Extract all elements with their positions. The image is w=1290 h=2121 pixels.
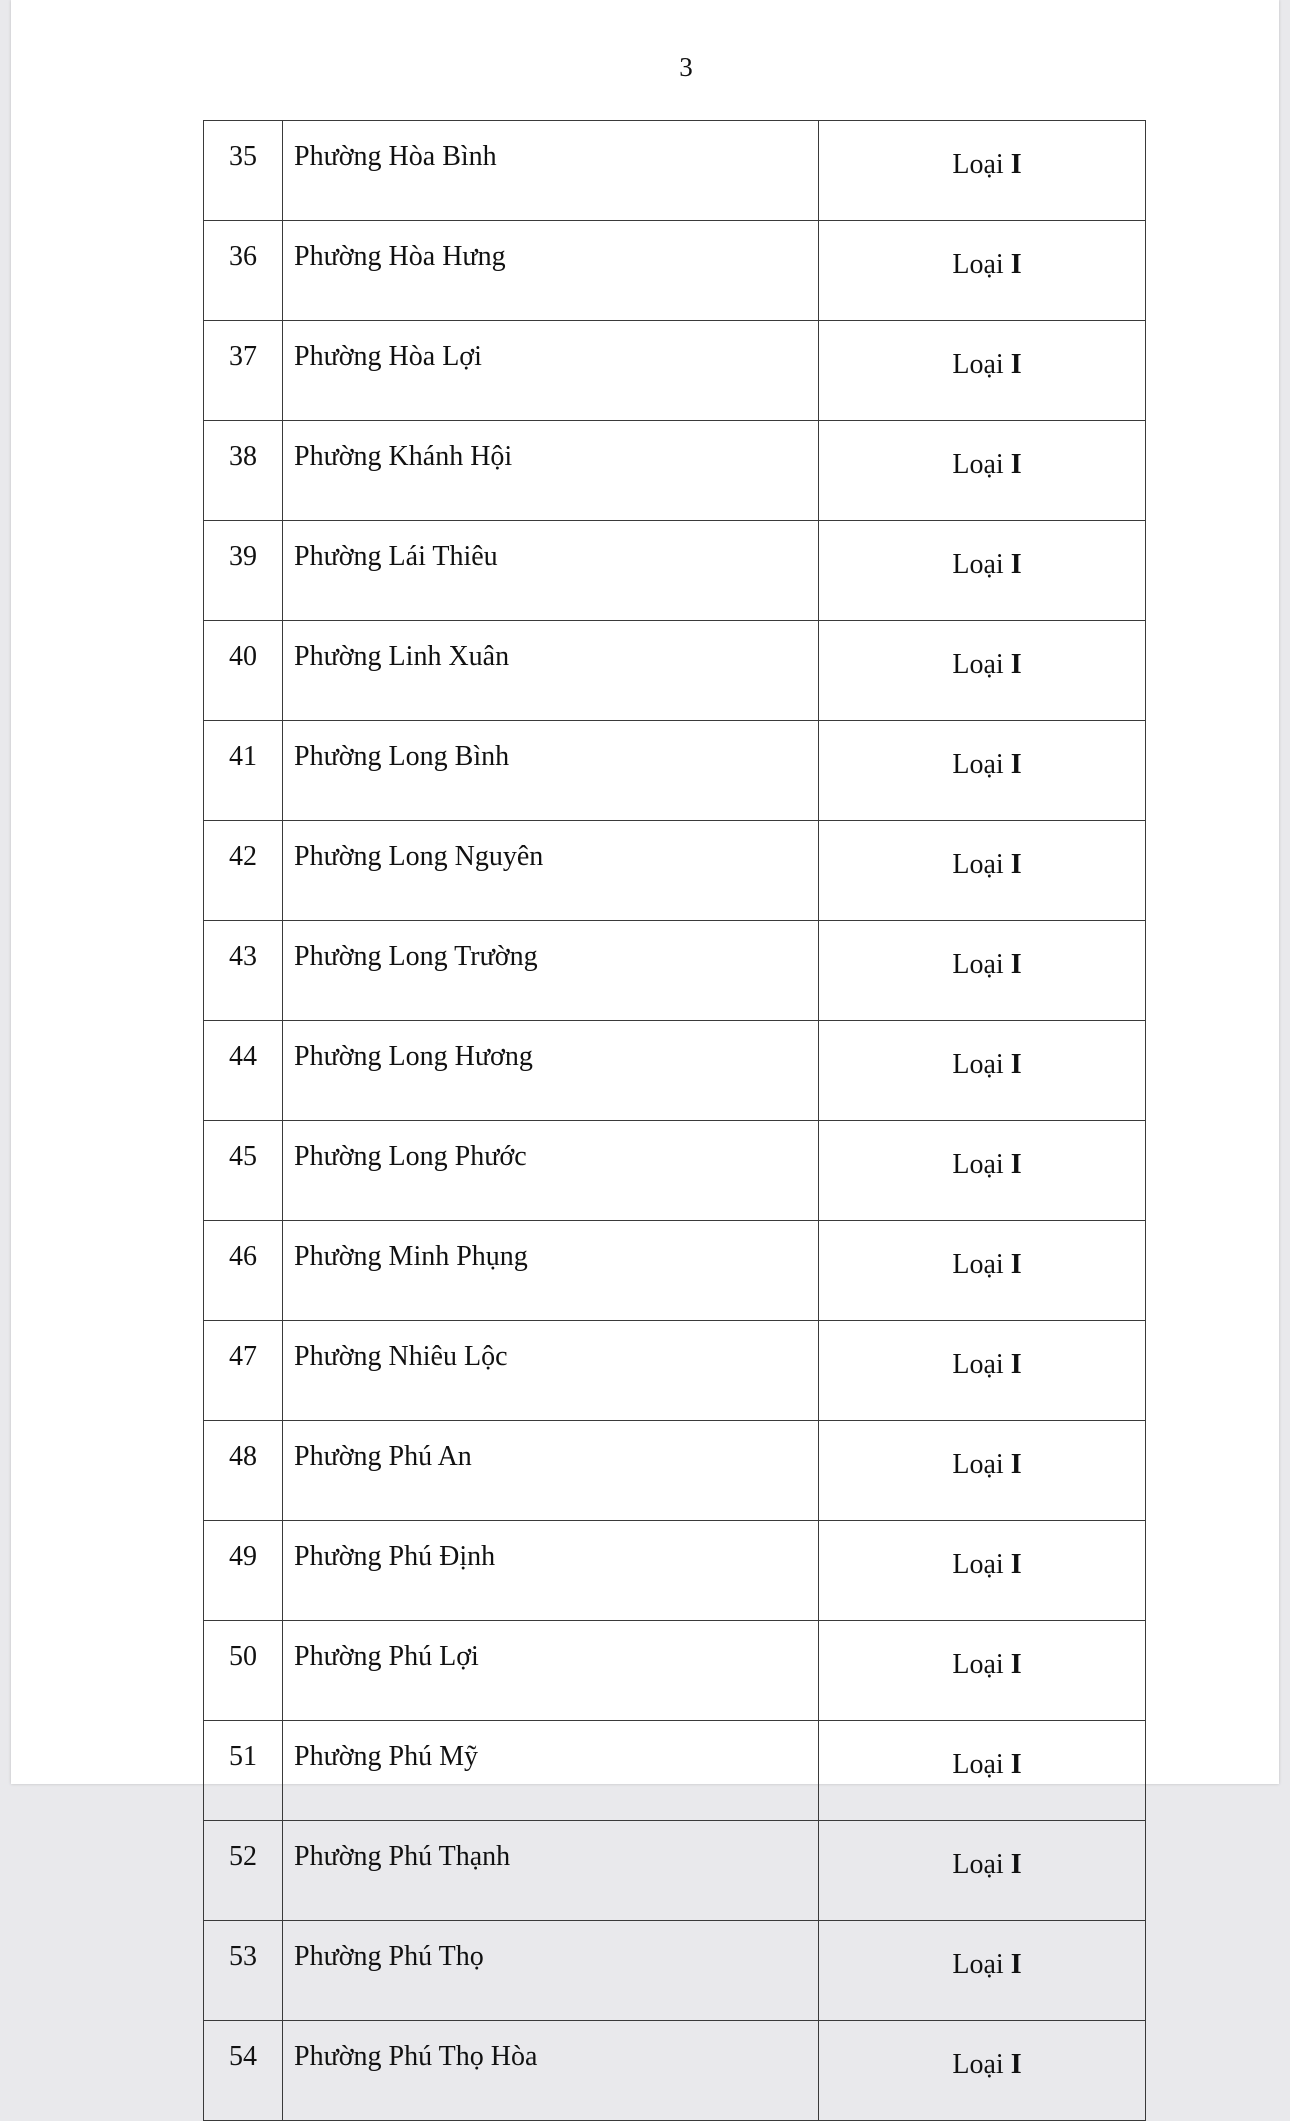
classification-word: Loại	[952, 1949, 1004, 1980]
classification-cell	[819, 821, 1146, 921]
table-row	[204, 121, 1146, 221]
table-row	[204, 1721, 1146, 1821]
classification-level: I	[1010, 1949, 1022, 1980]
ward-name-cell: Phường Phú Mỹ	[283, 1721, 819, 1821]
row-number-cell: 48	[204, 1421, 283, 1521]
classification-level: I	[1010, 1249, 1022, 1280]
row-number-cell: 51	[204, 1721, 283, 1821]
table-row	[204, 1921, 1146, 2021]
table-row	[204, 1121, 1146, 1221]
ward-name-cell: Phường Phú An	[283, 1421, 819, 1521]
table-row	[204, 521, 1146, 621]
ward-name-cell: Phường Phú Thạnh	[283, 1821, 819, 1921]
ward-name-cell: Phường Long Trường	[283, 921, 819, 1021]
classification-level: I	[1010, 449, 1022, 480]
classification-cell	[819, 2021, 1146, 2121]
ward-name-cell: Phường Phú Định	[283, 1521, 819, 1621]
ward-name-cell: Phường Hòa Hưng	[283, 221, 819, 321]
classification-word: Loại	[952, 1549, 1004, 1580]
classification-level: I	[1010, 649, 1022, 680]
row-number-cell: 46	[204, 1221, 283, 1321]
classification-cell	[819, 421, 1146, 521]
ward-name-cell: Phường Lái Thiêu	[283, 521, 819, 621]
classification-word: Loại	[952, 949, 1004, 980]
classification-level: I	[1010, 1149, 1022, 1180]
row-number-cell: 53	[204, 1921, 283, 2021]
classification-level: I	[1010, 1549, 1022, 1580]
classification-word: Loại	[952, 1249, 1004, 1280]
ward-name-cell: Phường Phú Lợi	[283, 1621, 819, 1721]
ward-name-cell: Phường Long Phước	[283, 1121, 819, 1221]
classification-level: I	[1010, 749, 1022, 780]
row-number-cell: 54	[204, 2021, 283, 2121]
classification-cell	[819, 1621, 1146, 1721]
classification-cell	[819, 1421, 1146, 1521]
classification-word: Loại	[952, 849, 1004, 880]
table-row	[204, 421, 1146, 521]
classification-cell	[819, 621, 1146, 721]
row-number-cell: 43	[204, 921, 283, 1021]
classification-cell	[819, 521, 1146, 621]
classification-word: Loại	[952, 1749, 1004, 1780]
ward-name-cell: Phường Khánh Hội	[283, 421, 819, 521]
classification-level: I	[1010, 249, 1022, 280]
classification-level: I	[1010, 1349, 1022, 1380]
classification-cell	[819, 1921, 1146, 2021]
ward-name-cell: Phường Phú Thọ	[283, 1921, 819, 2021]
table-body	[204, 121, 1146, 2121]
table-row	[204, 1821, 1146, 1921]
classification-level: I	[1010, 1449, 1022, 1480]
row-number-cell: 45	[204, 1121, 283, 1221]
classification-cell	[819, 1221, 1146, 1321]
table-row	[204, 1221, 1146, 1321]
classification-cell	[819, 321, 1146, 421]
row-number-cell: 42	[204, 821, 283, 921]
classification-cell	[819, 1321, 1146, 1421]
row-number-cell: 49	[204, 1521, 283, 1621]
classification-cell	[819, 921, 1146, 1021]
ward-name-cell: Phường Long Bình	[283, 721, 819, 821]
classification-word: Loại	[952, 1849, 1004, 1880]
classification-word: Loại	[952, 1049, 1004, 1080]
classification-word: Loại	[952, 449, 1004, 480]
classification-word: Loại	[952, 649, 1004, 680]
classification-level: I	[1010, 1849, 1022, 1880]
row-number-cell: 50	[204, 1621, 283, 1721]
classification-word: Loại	[952, 349, 1004, 380]
table-row	[204, 1321, 1146, 1421]
ward-name-cell: Phường Linh Xuân	[283, 621, 819, 721]
classification-word: Loại	[952, 149, 1004, 180]
classification-word: Loại	[952, 1649, 1004, 1680]
ward-name-cell: Phường Hòa Lợi	[283, 321, 819, 421]
table-row	[204, 921, 1146, 1021]
table-row	[204, 1421, 1146, 1521]
page-number: 3	[679, 52, 693, 82]
table-row	[204, 721, 1146, 821]
row-number-cell: 40	[204, 621, 283, 721]
classification-word: Loại	[952, 2049, 1004, 2080]
table-row	[204, 2021, 1146, 2121]
classification-level: I	[1010, 2049, 1022, 2080]
row-number-cell: 36	[204, 221, 283, 321]
classification-cell	[819, 1121, 1146, 1221]
ward-name-cell: Phường Hòa Bình	[283, 121, 819, 221]
row-number-cell: 37	[204, 321, 283, 421]
classification-cell	[819, 721, 1146, 821]
classification-level: I	[1010, 1649, 1022, 1680]
ward-name-cell: Phường Long Nguyên	[283, 821, 819, 921]
classification-level: I	[1010, 149, 1022, 180]
ward-name-cell: Phường Nhiêu Lộc	[283, 1321, 819, 1421]
classification-level: I	[1010, 549, 1022, 580]
classification-word: Loại	[952, 1449, 1004, 1480]
row-number-cell: 52	[204, 1821, 283, 1921]
classification-cell	[819, 121, 1146, 221]
table-row	[204, 621, 1146, 721]
classification-word: Loại	[952, 549, 1004, 580]
row-number-cell: 47	[204, 1321, 283, 1421]
table-row	[204, 1521, 1146, 1621]
classification-word: Loại	[952, 749, 1004, 780]
classification-cell	[819, 221, 1146, 321]
ward-classification-table	[203, 120, 1146, 2121]
table-row	[204, 1621, 1146, 1721]
classification-word: Loại	[952, 1149, 1004, 1180]
table-row	[204, 321, 1146, 421]
classification-cell	[819, 1021, 1146, 1121]
classification-level: I	[1010, 1049, 1022, 1080]
classification-word: Loại	[952, 249, 1004, 280]
classification-level: I	[1010, 949, 1022, 980]
classification-cell	[819, 1821, 1146, 1921]
row-number-cell: 41	[204, 721, 283, 821]
row-number-cell: 44	[204, 1021, 283, 1121]
row-number-cell: 39	[204, 521, 283, 621]
classification-cell	[819, 1721, 1146, 1821]
row-number-cell: 38	[204, 421, 283, 521]
classification-level: I	[1010, 849, 1022, 880]
classification-cell	[819, 1521, 1146, 1621]
table-row	[204, 821, 1146, 921]
ward-name-cell: Phường Phú Thọ Hòa	[283, 2021, 819, 2121]
row-number-cell: 35	[204, 121, 283, 221]
classification-level: I	[1010, 349, 1022, 380]
table-row	[204, 221, 1146, 321]
document-page	[11, 0, 1279, 2080]
ward-name-cell: Phường Long Hương	[283, 1021, 819, 1121]
table-row	[204, 1021, 1146, 1121]
classification-level: I	[1010, 1749, 1022, 1780]
classification-word: Loại	[952, 1349, 1004, 1380]
ward-name-cell: Phường Minh Phụng	[283, 1221, 819, 1321]
